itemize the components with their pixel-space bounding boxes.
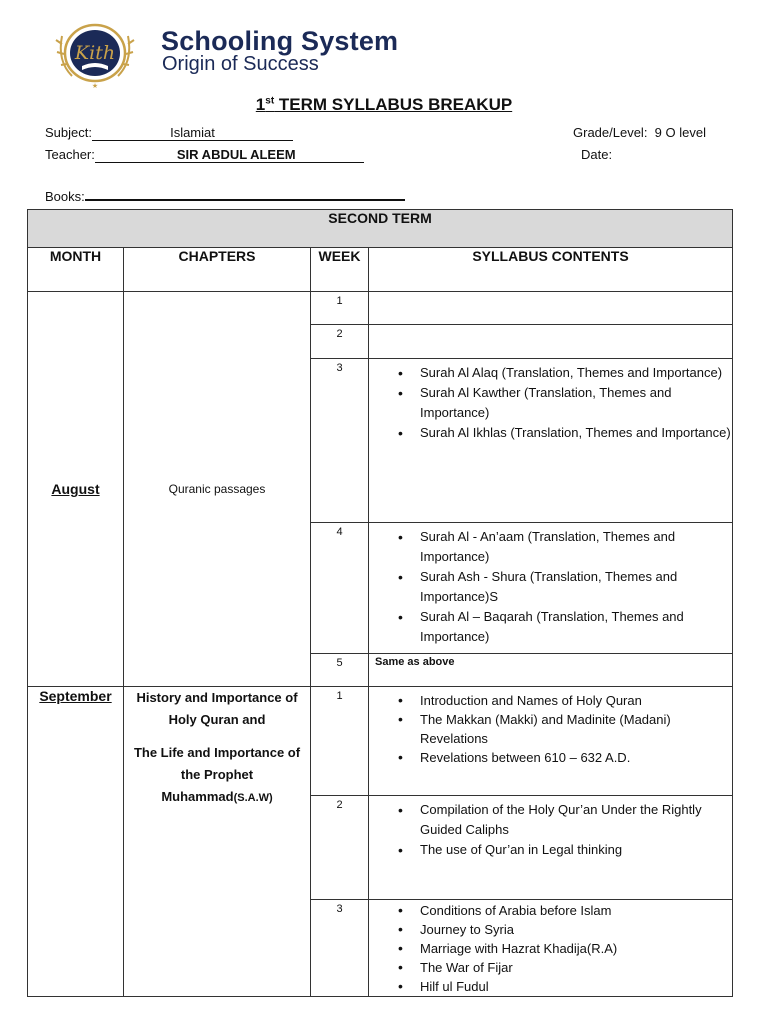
week-number: 1 (311, 687, 369, 796)
teacher-value: SIR ABDUL ALEEM (176, 147, 296, 162)
list-item: • Surah Al Alaq (Translation, Themes and Importance) (420, 363, 732, 383)
header-month: MONTH (28, 248, 124, 292)
table-row (28, 687, 733, 796)
chapter-title: The Life and Importance of the Prophet Muhammad(S.A.W) (133, 745, 301, 804)
list-item: • Introduction and Names of Holy Quran (420, 691, 732, 710)
same-as-above-note: Same as above (369, 654, 733, 687)
grade-field (573, 125, 706, 140)
chapter-cell-august: Quranic passages (124, 292, 311, 687)
week-number: 2 (311, 325, 369, 359)
list-item: • Surah Ash - Shura (Translation, Themes and Importance)S (420, 567, 732, 607)
contents-cell (369, 325, 733, 359)
header-chapters: CHAPTERS (124, 248, 311, 292)
list-item: • Surah Al - An’aam (Translation, Themes and Importance) (420, 527, 732, 567)
subject-field (45, 125, 293, 141)
contents-cell (369, 523, 733, 654)
header-contents: SYLLABUS CONTENTS (369, 248, 733, 292)
week-number: 3 (311, 359, 369, 523)
list-item: • Journey to Syria (420, 920, 732, 939)
month-cell-september (28, 687, 124, 997)
week-number: 5 (311, 654, 369, 687)
month-cell-august (28, 292, 124, 687)
month-label: August (51, 481, 100, 497)
week-number: 1 (311, 292, 369, 325)
svg-text:★: ★ (91, 83, 99, 90)
contents-cell (369, 900, 733, 997)
teacher-field (45, 147, 364, 163)
chapter-cell-september (124, 687, 311, 997)
content-list (369, 363, 732, 443)
contents-cell (369, 359, 733, 523)
week-number: 2 (311, 796, 369, 900)
content-list (369, 527, 732, 647)
list-item: • Revelations between 610 – 632 A.D. (420, 748, 732, 767)
list-item: • Conditions of Arabia before Islam (420, 901, 732, 920)
column-header-row (28, 248, 733, 292)
list-item: • Surah Al – Baqarah (Translation, Themes and Importance) (420, 607, 732, 647)
content-list (369, 901, 732, 996)
content-list (369, 800, 732, 860)
list-item: • Hilf ul Fudul (420, 977, 732, 996)
brand-tagline: Origin of Success (162, 53, 319, 75)
chapter-title: History and Importance of Holy Quran and (136, 690, 298, 727)
contents-cell (369, 796, 733, 900)
teacher-label: Teacher: (45, 147, 95, 162)
subject-label: Subject: (45, 125, 92, 140)
books-label: Books: (45, 189, 85, 204)
list-item: • Surah Al Ikhlas (Translation, Themes and Importance) (420, 423, 732, 443)
books-value (85, 199, 405, 201)
contents-cell (369, 292, 733, 325)
term-title: SECOND TERM (28, 210, 733, 248)
brand-title: Schooling System (161, 26, 399, 56)
grade-label: Grade/Level: (573, 125, 648, 140)
date-label: Date: (581, 147, 613, 162)
svg-text:Kith: Kith (74, 42, 116, 64)
subject-value: Islamiat (92, 126, 293, 141)
grade-value: 9 O level (654, 125, 706, 140)
table-row (28, 292, 733, 325)
header-week: WEEK (311, 248, 369, 292)
list-item: • The Makkan (Makki) and Madinite (Madani) Revelations (420, 710, 732, 748)
syllabus-table (27, 209, 733, 997)
content-list (369, 691, 732, 767)
date-field (581, 147, 612, 162)
week-number: 3 (311, 900, 369, 997)
contents-cell (369, 687, 733, 796)
document-title: 1st TERM SYLLABUS BREAKUP (255, 95, 513, 114)
list-item: • Compilation of the Holy Qur’an Under the Rightly Guided Caliphs (420, 800, 732, 840)
books-field (45, 189, 405, 204)
list-item: • The War of Fijar (420, 958, 732, 977)
list-item: • Marriage with Hazrat Khadija(R.A) (420, 939, 732, 958)
school-logo (42, 16, 148, 92)
month-label: September (39, 688, 112, 704)
list-item: • The use of Qur’an in Legal thinking (420, 840, 732, 860)
term-header-row (28, 210, 733, 248)
list-item: • Surah Al Kawther (Translation, Themes and Importance) (420, 383, 732, 423)
week-number: 4 (311, 523, 369, 654)
